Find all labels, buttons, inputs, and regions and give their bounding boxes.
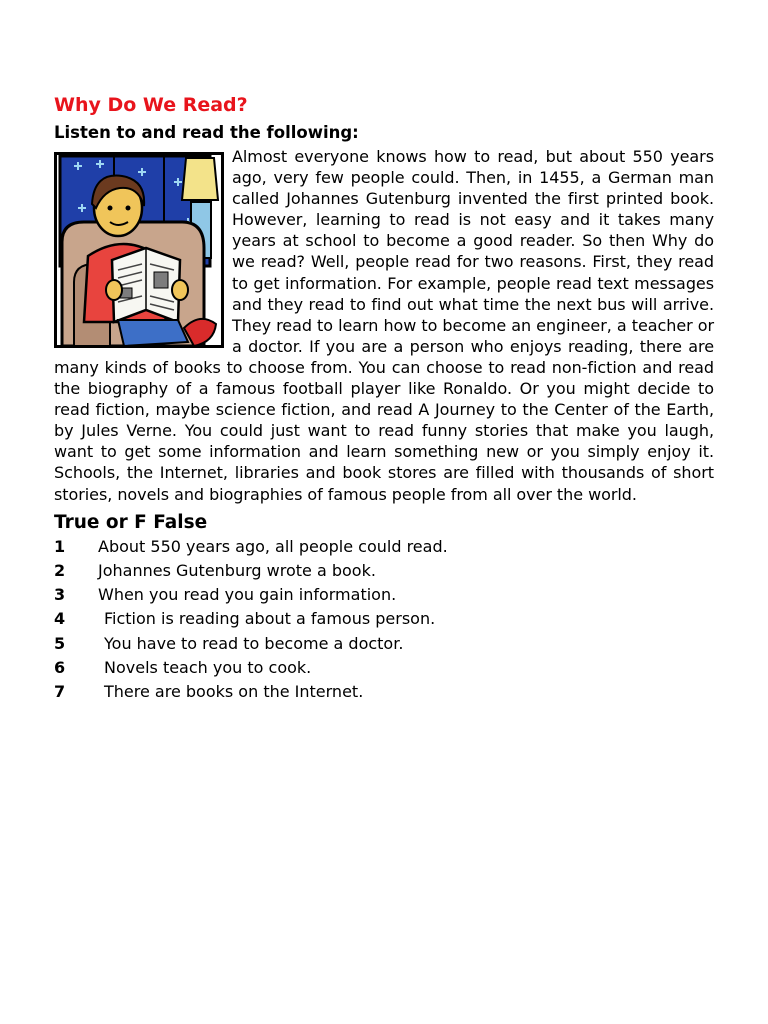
question-number: 5 xyxy=(54,633,66,653)
list-item xyxy=(54,680,714,704)
question-number: 2 xyxy=(54,560,66,580)
question-number: 1 xyxy=(54,536,66,556)
list-item xyxy=(54,632,714,656)
list-item xyxy=(54,559,714,583)
page-title: Why Do We Read? xyxy=(54,94,248,116)
true-false-heading: True or F False xyxy=(54,511,208,533)
instruction-heading: Listen to and read the following: xyxy=(54,123,359,142)
list-item xyxy=(54,583,714,607)
question-text: Novels teach you to cook. xyxy=(104,658,312,678)
man-reading-newspaper-illustration xyxy=(54,152,224,348)
passage-text: Almost everyone knows how to read, but about 550 years ago, very few people could. Then, in 1455, a German man called Johannes Gutenburg invented the first printed book. However, learning to read is not easy and it takes many years at school to become a good reader. So then Why do we read? Well, people read for two reasons. First, they read to get information. For example, people read text messages and they read to find out what time the next bus will arrive. They read to learn how to become an engineer, a teacher or a doctor. If you are a person who enjoys reading, there are many kinds of books to choose from. You can choose to read non-fiction and read the biography of a famous football player like Ronaldo. Or you might decide to read fiction, maybe science fiction, and read A Journey to the Center of the Earth, by Jules Verne. You could just want to read funny stories that make you laugh, want to get some information and learn something new or you simply enjoy it. Schools, the Internet, libraries and book stores are filled with thousands of short stories, novels and biographies of famous people from all over the world. xyxy=(54,147,714,504)
question-text: Johannes Gutenburg wrote a book. xyxy=(98,560,376,580)
question-number: 7 xyxy=(54,682,66,702)
question-number: 6 xyxy=(54,658,66,678)
list-item xyxy=(54,656,714,680)
worksheet xyxy=(54,92,714,705)
question-text: There are books on the Internet. xyxy=(104,682,364,702)
question-text: You have to read to become a doctor. xyxy=(104,633,404,653)
question-text: When you read you gain information. xyxy=(98,585,397,605)
list-item xyxy=(54,607,714,631)
true-false-list xyxy=(54,535,714,705)
question-text: About 550 years ago, all people could read. xyxy=(98,536,448,556)
question-number: 3 xyxy=(54,585,66,605)
list-item xyxy=(54,535,714,559)
reading-passage xyxy=(54,146,714,505)
question-number: 4 xyxy=(54,609,66,629)
question-text: Fiction is reading about a famous person. xyxy=(104,609,436,629)
